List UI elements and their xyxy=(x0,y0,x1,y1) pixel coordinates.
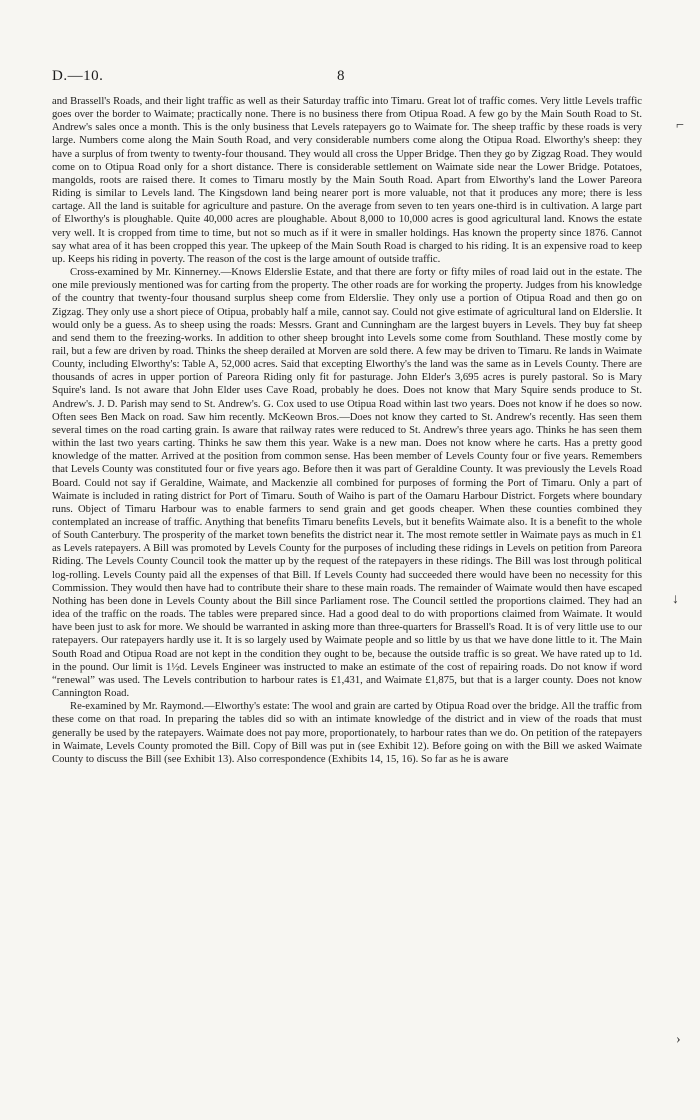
document-page xyxy=(52,68,642,766)
page-number: 8 xyxy=(337,68,345,84)
document-reference: D.—10. xyxy=(52,68,104,84)
page-header xyxy=(52,68,642,85)
margin-mark-middle: ↓ xyxy=(672,592,679,607)
paragraph: and Brassell's Roads, and their light traffic as well as their Saturday traffic into Timaru. Great lot of traffic comes. Very little Levels traffic goes over the border to Waimate; practically none. There is no business there from Otipua Road. A few go by the Main South Road to St. Andrew's sales once a month. This is the only business that Levels ratepayers go to Waimate for. The sheep traffic by these roads is very large. Numbers come along the Main South Road, and very considerable numbers come along the Otipua Road. Elworthy's sheep: they have a surplus of from twenty to twenty-four thousand. They would all cross the Upper Bridge. Then they go by Zigzag Road. They would come on to Otipua Road only for a short distance. There is considerable settlement on Waimate side near the Lower Bridge. Potatoes, mangolds, roots are raised there. It comes to Timaru mostly by the Main South Road. Apart from Elworthy's land the Lower Pareora Riding is similar to Levels land. The Kingsdown land being nearer port is more valuable, not that it produces any more; there is less cartage. All the land is suitable for agriculture and pasture. On the average from seven to ten years one-third is in cultivation. A large part of Elworthy's is ploughable. Quite 40,000 acres are ploughable. About 8,000 to 10,000 acres is good agricultural land. Knows the estate very well. It is cropped from time to time, but not so much as if it were in smaller holdings. Has known the property since 1876. Cannot say what area of it has been cropped this year. The upkeep of the Main South Road is charged to his riding. It is an expensive road to keep up. Keeps his riding in poverty. The reason of the cost is the large amount of outside traffic. xyxy=(52,96,642,265)
margin-mark-bottom: › xyxy=(676,1032,681,1047)
margin-mark-top: ⌐ xyxy=(676,118,684,133)
body-text xyxy=(52,95,642,766)
paragraph: Cross-examined by Mr. Kinnerney.—Knows Elderslie Estate, and that there are forty or fifty miles of road laid out in the estate. The one mile previously mentioned was for carting from the property. The other roads are for working the property. Judges from his knowledge of the country that twenty-four thousand surplus sheep come from Elderslie. They only use a portion of Otipua Road and then go on Zigzag. They only use a short piece of Otipua, probably half a mile, cannot say. Could not give estimate of agricultural land on Elderslie. It would only be a guess. As to sheep using the roads: Messrs. Grant and Cunningham are the largest buyers in Levels. They buy fat sheep and send them to the freezing-works. In addition to other sheep brought into Levels some come from Southland. These mostly come by rail, but a few are driven by road. Thinks the sheep derailed at Morven are sold there. A few may be driven to Timaru. Re lands in Waimate County, including Elworthy's: Table A, 52,000 acres. Said that excepting Elworthy's the land was the same as in Levels County. There are thousands of acres in upper portion of Pareora Riding only fit for pasturage. John Elder's 3,695 acres is purely pastoral. So is Mary Squire's land. Is not aware that John Elder uses Cave Road, probably he does. Does not know that Mary Squire sends produce to St. Andrew's. J. D. Parish may send to St. Andrew's. G. Cox used to use Otipua Road within last two years. Does not know if he does so now. Often sees Ben Mack on road. Saw him recently. McKeown Bros.—Does not know they carted to St. Andrew's recently. Has seen them several times on the road carting grain. Is aware that railway rates were reduced to St. Andrew's three years ago. Thinks he has seen them within the last two years carting. Thinks he saw them this year. Wake is a new man. Does not know where he carts. Has a pretty good knowledge of the matter. Arrived at the position from common sense. Has been member of Levels County four or five years. Remembers that Levels County was constituted four or five years ago. Before then it was part of Geraldine County. It was previously the Levels Road Board. Could not say if Geraldine, Waimate, and Mackenzie all combined for purposes of forming the Port of Timaru. Only a part of Waimate is included in rating district for Port of Timaru. South of Waiho is part of the Oamaru Harbour District. Forgets where boundary runs. Object of Timaru Harbour was to enable farmers to send grain and get goods cheaper. When these counties combined they contemplated an increase of traffic. Anything that benefits Timaru benefits Levels, but it benefits Waimate also. It is a benefit to the whole of South Canterbury. The prosperity of the market town benefits the district near it. The most remote settler in Waimate pays as much in £1 as Levels ratepayers. A Bill was promoted by Levels County for the purposes of including these ridings in Levels on petition from Pareora Riding. The Levels County Council took the matter up by the request of the ratepayers in these ridings. The Bill was lost through political log-rolling. Levels County paid all the expenses of that Bill. If Levels County had succeeded there would have been no necessity for this Commission. They would then have had to contribute their share to these main roads. The remainder of Waimate would then have escaped Nothing has been done in Levels County about the Bill since Parliament rose. The Council settled the proportions claimed. They had an idea of the traffic on the roads. The tables were prepared since. Had a good deal to do with proportions claimed from Waimate. It would have been just to ask for more. We should be warranted in asking more than three-quarters for Brassell's Road. It is of very little use to our ratepayers. Our ratepayers hardly use it. It is so largely used by Waimate people and so little by us that we have done little to it. The Main South Road and Otipua Road are not kept in the condition they ought to be, because the outside traffic is so great. We have rated up to 1d. in the pound. Our limit is 1½d. Levels Engineer was instructed to make an estimate of the cost of repairing roads. Do not know if word “renewal” was used. The Levels contribution to harbour rates is £1,431, and Waimate £1,875, but that is a larger county. Does not know Cannington Road. xyxy=(52,267,642,700)
paragraph: Re-examined by Mr. Raymond.—Elworthy's estate: The wool and grain are carted by Otipua Road over the bridge. All the traffic from these come on that road. In preparing the tables did so with an intimate knowledge of the district and in view of the roads that must generally be used by the ratepayers. Waimate does not pay more, proportionately, to harbour rates than we do. On petition of the ratepayers in Waimate, Levels County promoted the Bill. Copy of Bill was put in (see Exhibit 12). Before going on with the Bill we asked Waimate County to discuss the Bill (see Exhibit 13). Also correspondence (Exhibits 14, 15, 16). So far as he is aware xyxy=(52,701,642,765)
